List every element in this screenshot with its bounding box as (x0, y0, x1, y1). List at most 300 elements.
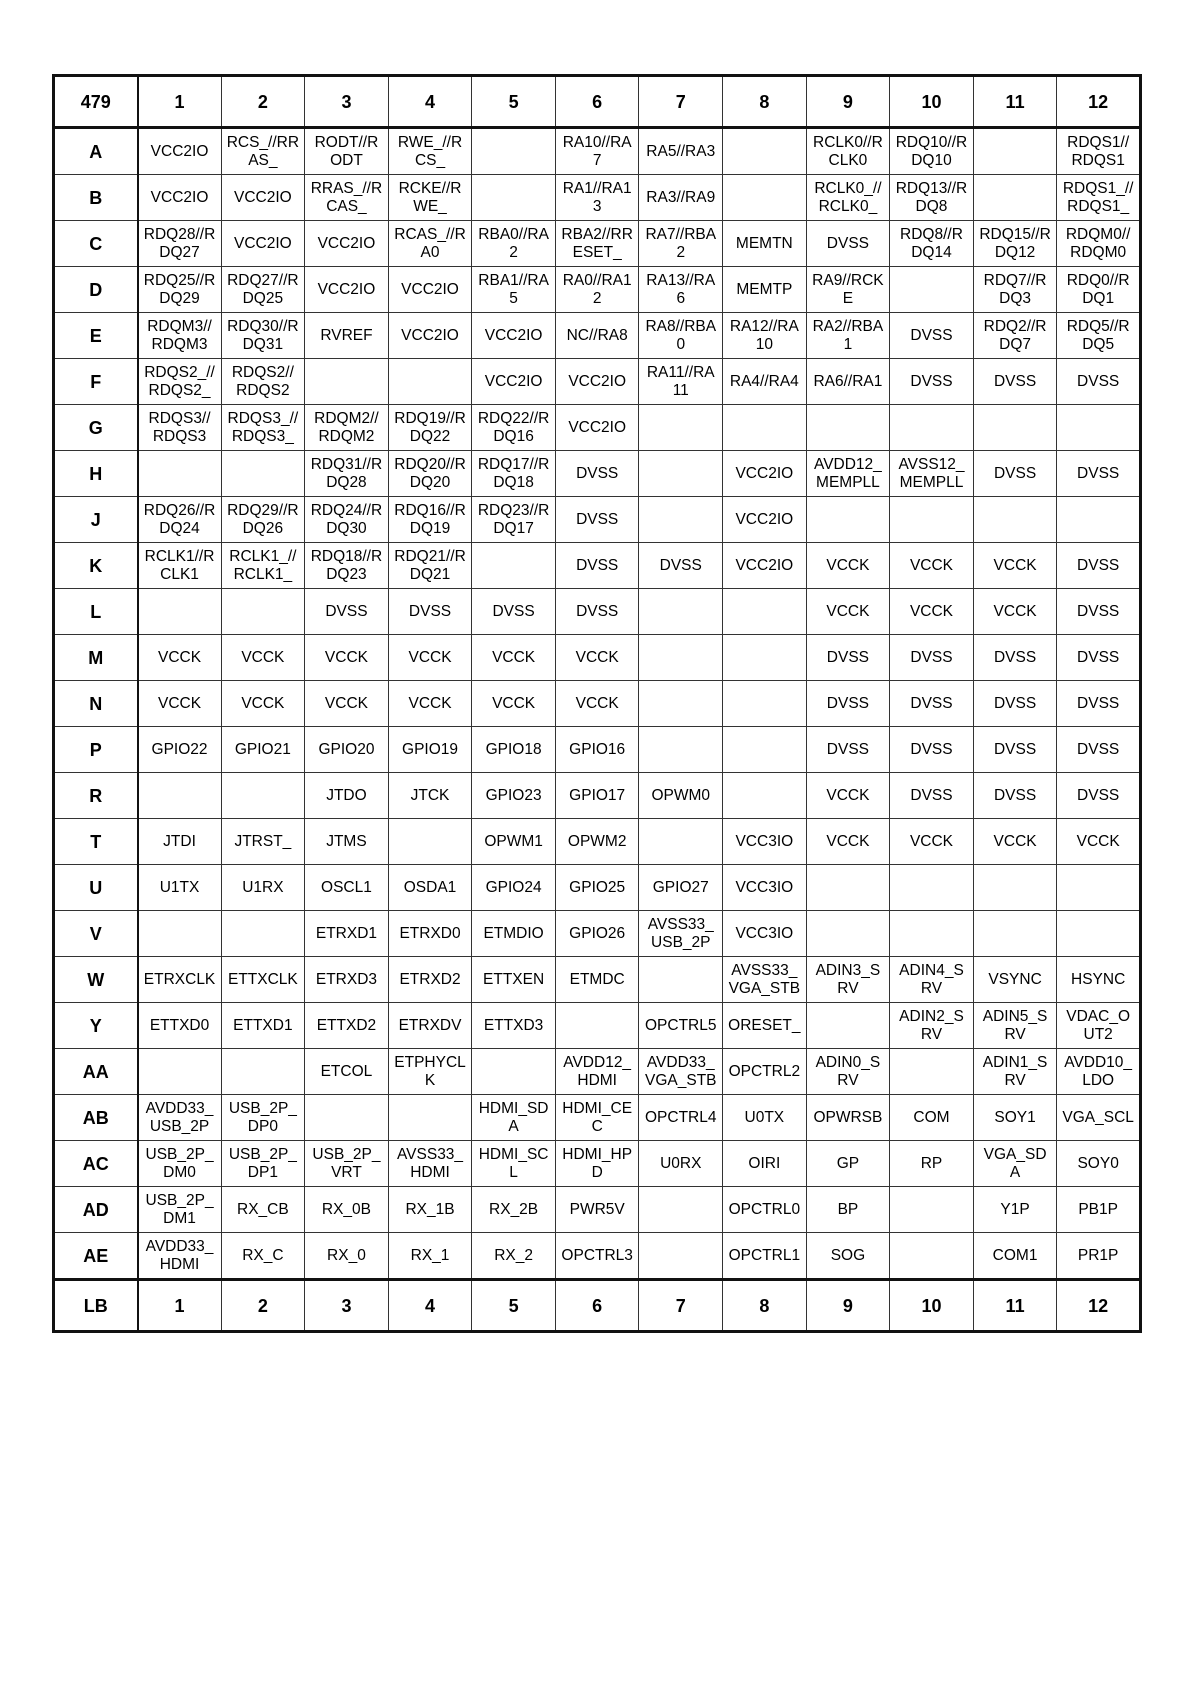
pin-cell: VCC3IO (723, 819, 807, 865)
pin-cell: JTMS (305, 819, 389, 865)
pin-cell: OPCTRL1 (723, 1233, 807, 1280)
pin-cell: VCC3IO (723, 911, 807, 957)
pin-cell: RA12//RA 10 (723, 313, 807, 359)
column-header: 4 (388, 76, 472, 128)
pin-cell: RDQS1_// RDQS1_ (1057, 175, 1141, 221)
pin-cell: U0RX (639, 1141, 723, 1187)
column-header: 3 (305, 76, 389, 128)
row-label: W (54, 957, 138, 1003)
row-label: R (54, 773, 138, 819)
pin-cell: RDQ30//R DQ31 (221, 313, 305, 359)
pin-cell: GPIO20 (305, 727, 389, 773)
pin-cell: GPIO18 (472, 727, 556, 773)
pin-cell: RDQ7//R DQ3 (973, 267, 1057, 313)
pin-cell: ADIN4_S RV (890, 957, 974, 1003)
pin-cell: RCLK0_// RCLK0_ (806, 175, 890, 221)
pin-cell: RCLK1_// RCLK1_ (221, 543, 305, 589)
pin-cell: PWR5V (555, 1187, 639, 1233)
pin-cell: USB_2P_ DP1 (221, 1141, 305, 1187)
pin-cell: VDAC_O UT2 (1057, 1003, 1141, 1049)
pin-cell: VCCK (806, 819, 890, 865)
pin-cell: RDQ10//R DQ10 (890, 128, 974, 175)
pin-cell: ADIN0_S RV (806, 1049, 890, 1095)
pin-cell: GPIO17 (555, 773, 639, 819)
pin-cell: PR1P (1057, 1233, 1141, 1280)
pin-cell: RCKE//R WE_ (388, 175, 472, 221)
pin-cell: VCCK (221, 681, 305, 727)
row-label: AB (54, 1095, 138, 1141)
pin-cell: OSCL1 (305, 865, 389, 911)
pin-cell: OPCTRL0 (723, 1187, 807, 1233)
pin-cell: VCCK (806, 543, 890, 589)
pin-cell: DVSS (1057, 727, 1141, 773)
pin-cell (1057, 911, 1141, 957)
pin-cell (221, 773, 305, 819)
pin-cell: DVSS (388, 589, 472, 635)
pin-cell: ADIN2_S RV (890, 1003, 974, 1049)
pin-cell: VCC2IO (555, 359, 639, 405)
row-label: K (54, 543, 138, 589)
pin-cell: VCCK (305, 635, 389, 681)
pin-cell: RCLK0//R CLK0 (806, 128, 890, 175)
pin-cell: RDQ8//R DQ14 (890, 221, 974, 267)
column-footer: 3 (305, 1280, 389, 1332)
pin-cell: RA0//RA1 2 (555, 267, 639, 313)
row-label: U (54, 865, 138, 911)
row-label: P (54, 727, 138, 773)
pin-cell: BP (806, 1187, 890, 1233)
pin-cell: OPWM2 (555, 819, 639, 865)
table-row (54, 175, 1141, 221)
pin-cell (890, 865, 974, 911)
pin-cell: VCCK (472, 681, 556, 727)
row-label: D (54, 267, 138, 313)
pin-cell: VCC3IO (723, 865, 807, 911)
row-label: M (54, 635, 138, 681)
pin-cell: OPCTRL4 (639, 1095, 723, 1141)
pin-cell: ETTXD1 (221, 1003, 305, 1049)
column-footer: 4 (388, 1280, 472, 1332)
pin-cell: HDMI_CE C (555, 1095, 639, 1141)
row-label: Y (54, 1003, 138, 1049)
pin-cell: DVSS (1057, 589, 1141, 635)
pin-cell: AVDD33_ USB_2P (138, 1095, 222, 1141)
column-footer: 9 (806, 1280, 890, 1332)
pin-cell (639, 727, 723, 773)
row-label: C (54, 221, 138, 267)
pin-cell (639, 497, 723, 543)
pin-cell (472, 128, 556, 175)
pin-cell: DVSS (973, 635, 1057, 681)
row-label: AA (54, 1049, 138, 1095)
pin-cell (723, 635, 807, 681)
pin-cell: DVSS (973, 359, 1057, 405)
pin-cell: ETTXD3 (472, 1003, 556, 1049)
pin-cell: RA3//RA9 (639, 175, 723, 221)
row-label: AC (54, 1141, 138, 1187)
pin-cell: OPWRSB (806, 1095, 890, 1141)
pin-cell: DVSS (472, 589, 556, 635)
pin-cell (723, 405, 807, 451)
row-label: N (54, 681, 138, 727)
footer-corner-label: LB (54, 1280, 138, 1332)
pin-cell: RX_2 (472, 1233, 556, 1280)
pin-cell (723, 727, 807, 773)
pin-cell (138, 451, 222, 497)
pin-cell: VCC2IO (723, 497, 807, 543)
pin-assignment-table (52, 74, 1142, 1333)
pin-cell: DVSS (806, 681, 890, 727)
pin-cell: ETMDC (555, 957, 639, 1003)
pin-cell: VCC2IO (138, 128, 222, 175)
pin-cell: RDQM3// RDQM3 (138, 313, 222, 359)
pin-cell: ETTXCLK (221, 957, 305, 1003)
pin-cell: RA11//RA 11 (639, 359, 723, 405)
pin-cell: GPIO22 (138, 727, 222, 773)
pin-cell (639, 1233, 723, 1280)
pin-cell: U0TX (723, 1095, 807, 1141)
pin-cell: RA2//RBA 1 (806, 313, 890, 359)
pin-cell: DVSS (1057, 359, 1141, 405)
table-row (54, 1187, 1141, 1233)
pin-cell: ETRXCLK (138, 957, 222, 1003)
pin-cell: HDMI_SD A (472, 1095, 556, 1141)
pin-cell: RDQS2_// RDQS2_ (138, 359, 222, 405)
pin-cell: VCC2IO (221, 221, 305, 267)
pin-cell: RX_CB (221, 1187, 305, 1233)
pin-cell: VSYNC (973, 957, 1057, 1003)
pin-cell: RWE_//R CS_ (388, 128, 472, 175)
pin-cell: DVSS (555, 589, 639, 635)
pin-cell (138, 911, 222, 957)
pin-cell: AVSS33_ USB_2P (639, 911, 723, 957)
pin-cell: ETTXD2 (305, 1003, 389, 1049)
pin-cell: RA6//RA1 (806, 359, 890, 405)
pin-cell: OPWM1 (472, 819, 556, 865)
pin-cell: DVSS (973, 727, 1057, 773)
pin-cell (639, 819, 723, 865)
column-header: 7 (639, 76, 723, 128)
pin-cell: RDQ25//R DQ29 (138, 267, 222, 313)
row-label: F (54, 359, 138, 405)
table-row (54, 497, 1141, 543)
pin-cell: RDQ29//R DQ26 (221, 497, 305, 543)
pin-cell: RDQ17//R DQ18 (472, 451, 556, 497)
pin-cell (890, 267, 974, 313)
pin-cell: VCCK (555, 635, 639, 681)
pin-cell: MEMTN (723, 221, 807, 267)
row-label: AD (54, 1187, 138, 1233)
pin-cell: RDQS3_// RDQS3_ (221, 405, 305, 451)
pin-cell (890, 911, 974, 957)
pin-cell: VCC2IO (221, 175, 305, 221)
pin-cell: VCC2IO (472, 313, 556, 359)
pin-cell: VCCK (890, 819, 974, 865)
table-row (54, 313, 1141, 359)
pin-cell: RDQ2//R DQ7 (973, 313, 1057, 359)
pin-cell: VCCK (305, 681, 389, 727)
row-label: G (54, 405, 138, 451)
row-label: AE (54, 1233, 138, 1280)
pin-cell: VCCK (472, 635, 556, 681)
row-label: B (54, 175, 138, 221)
pin-cell: RBA2//RR ESET_ (555, 221, 639, 267)
pin-cell: OPCTRL3 (555, 1233, 639, 1280)
pin-cell: VCCK (555, 681, 639, 727)
pin-cell (639, 681, 723, 727)
pin-cell: JTDO (305, 773, 389, 819)
column-header: 1 (138, 76, 222, 128)
pin-cell: AVSS12_ MEMPLL (890, 451, 974, 497)
pin-cell (973, 175, 1057, 221)
pin-cell: RX_1B (388, 1187, 472, 1233)
pin-cell (806, 865, 890, 911)
column-header: 2 (221, 76, 305, 128)
pin-cell: USB_2P_ DM1 (138, 1187, 222, 1233)
column-footer: 1 (138, 1280, 222, 1332)
pin-cell: GPIO24 (472, 865, 556, 911)
table-row (54, 819, 1141, 865)
pin-cell: RDQM2// RDQM2 (305, 405, 389, 451)
pin-cell: COM1 (973, 1233, 1057, 1280)
pin-cell: DVSS (890, 727, 974, 773)
pin-cell (890, 1233, 974, 1280)
column-footer: 11 (973, 1280, 1057, 1332)
pin-cell: DVSS (806, 635, 890, 681)
pin-cell: VCC2IO (723, 451, 807, 497)
table-row (54, 451, 1141, 497)
column-footer-row (54, 1280, 1141, 1332)
pin-cell (973, 405, 1057, 451)
pin-cell: RDQ26//R DQ24 (138, 497, 222, 543)
pin-cell: RDQ27//R DQ25 (221, 267, 305, 313)
pin-cell: VCCK (973, 543, 1057, 589)
pin-cell: AVDD33_ VGA_STB (639, 1049, 723, 1095)
pin-cell (723, 128, 807, 175)
pin-cell: RA4//RA4 (723, 359, 807, 405)
pin-cell: ADIN3_S RV (806, 957, 890, 1003)
pin-cell: VCC2IO (305, 267, 389, 313)
pin-cell: SOY0 (1057, 1141, 1141, 1187)
pin-cell: HDMI_SC L (472, 1141, 556, 1187)
pin-table-body (54, 76, 1141, 1332)
pin-cell (221, 451, 305, 497)
pin-cell: VCC2IO (138, 175, 222, 221)
row-label: V (54, 911, 138, 957)
pin-cell: RA13//RA 6 (639, 267, 723, 313)
column-header-row (54, 76, 1141, 128)
pin-cell: DVSS (890, 359, 974, 405)
pin-cell: VGA_SD A (973, 1141, 1057, 1187)
pin-cell: AVDD12_ HDMI (555, 1049, 639, 1095)
pin-cell: VCCK (890, 543, 974, 589)
pin-cell: VCC2IO (723, 543, 807, 589)
pin-cell: RDQ28//R DQ27 (138, 221, 222, 267)
pin-cell (806, 911, 890, 957)
pin-cell (890, 1187, 974, 1233)
pin-cell: AVDD10_ LDO (1057, 1049, 1141, 1095)
pin-cell: NC//RA8 (555, 313, 639, 359)
pin-cell: DVSS (1057, 681, 1141, 727)
pin-cell (723, 175, 807, 221)
pin-cell: RDQ5//R DQ5 (1057, 313, 1141, 359)
pin-cell: VCCK (138, 635, 222, 681)
pin-cell (639, 589, 723, 635)
corner-label: 479 (54, 76, 138, 128)
column-header: 8 (723, 76, 807, 128)
table-row (54, 1095, 1141, 1141)
table-row (54, 1049, 1141, 1095)
pin-cell: GPIO23 (472, 773, 556, 819)
pin-cell: RA8//RBA 0 (639, 313, 723, 359)
pin-cell: ETPHYCL K (388, 1049, 472, 1095)
pin-cell (973, 911, 1057, 957)
column-header: 9 (806, 76, 890, 128)
pin-cell (1057, 497, 1141, 543)
pin-cell: VCCK (1057, 819, 1141, 865)
pin-cell: RX_0 (305, 1233, 389, 1280)
pin-cell: VCC2IO (305, 221, 389, 267)
table-row (54, 911, 1141, 957)
pin-cell (472, 543, 556, 589)
pin-cell: RODT//R ODT (305, 128, 389, 175)
row-label: H (54, 451, 138, 497)
pin-cell: AVSS33_ HDMI (388, 1141, 472, 1187)
pin-cell: USB_2P_ DP0 (221, 1095, 305, 1141)
pin-cell: DVSS (973, 681, 1057, 727)
table-row (54, 359, 1141, 405)
pin-cell: RCLK1//R CLK1 (138, 543, 222, 589)
pin-cell (221, 911, 305, 957)
pin-cell: VCCK (806, 773, 890, 819)
pin-cell: RDQ21//R DQ21 (388, 543, 472, 589)
table-row (54, 727, 1141, 773)
pin-cell: RX_2B (472, 1187, 556, 1233)
pin-cell: RX_1 (388, 1233, 472, 1280)
table-row (54, 128, 1141, 175)
pin-cell (305, 359, 389, 405)
pin-cell: VCCK (221, 635, 305, 681)
pin-cell: DVSS (1057, 451, 1141, 497)
pin-cell: VCCK (973, 819, 1057, 865)
pin-cell: ADIN1_S RV (973, 1049, 1057, 1095)
pin-cell: ETRXD0 (388, 911, 472, 957)
pin-cell: RDQ19//R DQ22 (388, 405, 472, 451)
pin-cell (890, 497, 974, 543)
table-row (54, 957, 1141, 1003)
pin-cell: RA7//RBA 2 (639, 221, 723, 267)
pin-cell (138, 1049, 222, 1095)
column-header: 11 (973, 76, 1057, 128)
pin-cell (806, 405, 890, 451)
pin-cell: RX_C (221, 1233, 305, 1280)
pin-cell: GPIO16 (555, 727, 639, 773)
pin-cell: RDQ16//R DQ19 (388, 497, 472, 543)
row-label: L (54, 589, 138, 635)
pin-cell (806, 1003, 890, 1049)
pin-cell: VCCK (138, 681, 222, 727)
pin-cell: COM (890, 1095, 974, 1141)
table-row (54, 635, 1141, 681)
pin-cell: VGA_SCL (1057, 1095, 1141, 1141)
pin-cell: GPIO25 (555, 865, 639, 911)
pin-cell (472, 175, 556, 221)
pin-cell: DVSS (890, 681, 974, 727)
pin-cell: RDQS1// RDQS1 (1057, 128, 1141, 175)
pin-cell: JTDI (138, 819, 222, 865)
pin-cell: RDQS2// RDQS2 (221, 359, 305, 405)
pin-cell (639, 451, 723, 497)
pin-cell (890, 1049, 974, 1095)
pin-cell: RCAS_//R A0 (388, 221, 472, 267)
pin-cell: RDQM0// RDQM0 (1057, 221, 1141, 267)
pin-cell: VCCK (890, 589, 974, 635)
table-row (54, 865, 1141, 911)
pin-cell: RDQ24//R DQ30 (305, 497, 389, 543)
pin-cell: VCC2IO (388, 267, 472, 313)
pin-cell (138, 589, 222, 635)
pin-cell (221, 1049, 305, 1095)
pin-cell (388, 1095, 472, 1141)
pin-cell: ETRXD3 (305, 957, 389, 1003)
pin-cell: RDQ23//R DQ17 (472, 497, 556, 543)
pin-cell: VCCK (806, 589, 890, 635)
pin-cell: DVSS (890, 313, 974, 359)
pin-cell (723, 589, 807, 635)
column-footer: 7 (639, 1280, 723, 1332)
row-label: T (54, 819, 138, 865)
pin-cell: PB1P (1057, 1187, 1141, 1233)
pin-cell: DVSS (890, 773, 974, 819)
table-row (54, 1141, 1141, 1187)
pin-cell: ETRXD2 (388, 957, 472, 1003)
pin-cell: RBA1//RA 5 (472, 267, 556, 313)
pin-cell (221, 589, 305, 635)
pin-cell: VCC2IO (388, 313, 472, 359)
pin-cell: AVDD33_ HDMI (138, 1233, 222, 1280)
pin-cell: OPCTRL2 (723, 1049, 807, 1095)
table-row (54, 543, 1141, 589)
row-label: J (54, 497, 138, 543)
pin-cell: ETRXDV (388, 1003, 472, 1049)
pin-cell: DVSS (305, 589, 389, 635)
pin-cell: GPIO21 (221, 727, 305, 773)
pin-cell: DVSS (555, 497, 639, 543)
pin-cell: GPIO26 (555, 911, 639, 957)
pin-cell: U1TX (138, 865, 222, 911)
pin-cell: SOG (806, 1233, 890, 1280)
pin-cell: DVSS (639, 543, 723, 589)
pin-cell: RDQ22//R DQ16 (472, 405, 556, 451)
row-label: A (54, 128, 138, 175)
pin-cell: OIRI (723, 1141, 807, 1187)
pin-cell: RCS_//RR AS_ (221, 128, 305, 175)
pin-cell: ETCOL (305, 1049, 389, 1095)
pin-cell: RA5//RA3 (639, 128, 723, 175)
pin-cell: RDQ31//R DQ28 (305, 451, 389, 497)
pin-cell: DVSS (1057, 773, 1141, 819)
pin-cell: USB_2P_ VRT (305, 1141, 389, 1187)
pin-cell (555, 1003, 639, 1049)
pin-cell: GPIO19 (388, 727, 472, 773)
column-header: 10 (890, 76, 974, 128)
pin-cell: DVSS (890, 635, 974, 681)
pin-cell (639, 957, 723, 1003)
table-row (54, 1233, 1141, 1280)
column-header: 6 (555, 76, 639, 128)
pin-cell: GP (806, 1141, 890, 1187)
table-row (54, 773, 1141, 819)
